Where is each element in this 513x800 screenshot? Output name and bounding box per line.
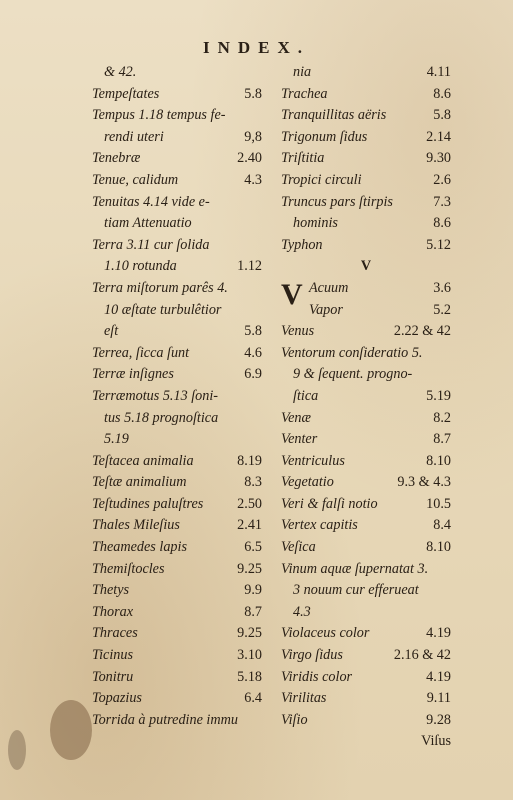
entry-term: 10 æſtate turbulêtior	[104, 301, 222, 318]
entry-reference: Viſus	[421, 733, 451, 750]
drop-initial: V	[281, 277, 303, 311]
entry-reference: 8.3	[244, 474, 262, 491]
entry-term: tus 5.18 prognoſtica	[104, 409, 219, 426]
entry-reference: 2.40	[237, 150, 262, 167]
entry-term: Venus	[281, 323, 315, 340]
index-entry	[281, 602, 451, 624]
entry-term: 1.10 rotunda	[104, 258, 177, 275]
entry-term: Vertex capitis	[281, 517, 358, 534]
index-entry	[92, 192, 262, 214]
index-entry	[281, 62, 451, 84]
entry-term: Venter	[281, 431, 318, 448]
entry-term: tiam Attenuatio	[104, 215, 192, 232]
entry-term: Teſtæ animalium	[92, 474, 187, 491]
entry-term: & 42.	[104, 64, 137, 80]
entry-term: Terrea, ſicca ſunt	[92, 344, 190, 361]
entry-reference: 2.22 & 42	[393, 323, 451, 340]
entry-term: Tenue, calidum	[92, 171, 179, 188]
entry-term: Veſica	[281, 539, 316, 556]
entry-term: Violaceus color	[281, 625, 370, 642]
entry-term: Ventriculus	[281, 452, 345, 469]
index-entry	[281, 731, 451, 753]
entry-reference: 6.5	[244, 539, 262, 556]
index-entry	[281, 451, 451, 473]
index-entry	[92, 105, 262, 127]
entry-reference: 10.5	[426, 495, 451, 512]
index-entry	[92, 537, 262, 559]
index-entry	[92, 667, 262, 689]
index-entry	[281, 688, 451, 710]
entry-reference: 2.16 & 42	[393, 647, 451, 664]
entry-term: nia	[293, 64, 312, 80]
entry-term: Theamedes lapis	[92, 539, 187, 556]
index-column-left	[92, 62, 262, 731]
paper-stain-edge	[8, 730, 26, 770]
index-entry	[281, 408, 451, 430]
entry-reference: 5.8	[244, 85, 262, 102]
index-entry	[92, 623, 262, 645]
paper-stain	[50, 700, 92, 760]
index-entry	[92, 278, 262, 300]
entry-reference: 7.3	[433, 193, 451, 210]
entry-term: Torrida à putredine immu	[92, 711, 238, 728]
entry-reference: 9.11	[426, 690, 451, 707]
index-entry	[281, 667, 451, 689]
entry-term: Tonitru	[92, 668, 134, 685]
entry-term: Ventorum conſideratio 5.	[281, 344, 423, 361]
index-entry	[281, 170, 451, 192]
index-entry	[92, 408, 262, 430]
entry-term: Vinum aquæ ſupernatat 3.	[281, 560, 429, 577]
entry-term: Teſtudines paluſtres	[92, 495, 204, 512]
entry-term: 4.3	[293, 603, 311, 620]
index-entry	[92, 472, 262, 494]
entry-term: Tranquillitas aëris	[281, 107, 387, 124]
entry-term: Trigonum ſidus	[281, 128, 368, 145]
index-entry	[92, 602, 262, 624]
section-letter: V	[360, 258, 372, 275]
index-entry	[281, 127, 451, 149]
index-entry	[281, 235, 451, 257]
index-entry	[92, 170, 262, 192]
index-entry	[92, 256, 262, 278]
entry-term: Thraces	[92, 625, 138, 642]
entry-reference: 8.7	[244, 603, 262, 620]
entry-reference: 4.3	[244, 171, 262, 188]
entry-reference: 9.3 & 4.3	[397, 474, 451, 491]
index-entry	[281, 148, 451, 170]
entry-term: rendi uteri	[104, 128, 164, 145]
index-entry	[281, 623, 451, 645]
entry-term: Ticinus	[92, 647, 133, 664]
entry-term: Truncus pars ſtirpis	[281, 193, 393, 210]
entry-term: Vapor	[309, 301, 343, 318]
index-entry	[92, 645, 262, 667]
entry-reference: 3.10	[237, 647, 262, 664]
entry-reference: 5.8	[244, 323, 262, 340]
entry-term: Terræmotus 5.13 ſoni-	[92, 387, 219, 404]
entry-reference: 6.9	[244, 366, 262, 383]
page-header: INDEX.	[202, 38, 311, 57]
entry-reference: 9.9	[244, 582, 262, 599]
index-entry	[92, 494, 262, 516]
entry-term: eſt	[104, 323, 119, 340]
index-entry	[281, 84, 451, 106]
entry-term: 9 & ſequent. progno-	[293, 366, 413, 383]
index-entry	[281, 192, 451, 214]
entry-reference: 8.19	[237, 452, 262, 469]
entry-reference: 5.19	[426, 387, 451, 404]
index-entry	[92, 386, 262, 408]
entry-reference: 5.8	[433, 107, 451, 124]
entry-term: Thorax	[92, 603, 133, 620]
entry-reference: 4.19	[426, 625, 451, 642]
entry-term: Acuum	[309, 279, 349, 296]
entry-reference: 9.28	[426, 711, 451, 728]
entry-term: Triſtitia	[281, 150, 325, 167]
entry-reference: 9.25	[237, 560, 262, 577]
entry-term: Tempeſtates	[92, 85, 160, 102]
index-entry	[281, 213, 451, 235]
index-entry	[92, 148, 262, 170]
entry-reference: 2.14	[426, 128, 451, 145]
index-entry	[281, 343, 451, 365]
index-entry	[92, 213, 262, 235]
entry-reference: 4.6	[244, 344, 262, 361]
entry-term: Vegetatio	[281, 474, 334, 491]
index-entry	[92, 343, 262, 365]
index-entry	[92, 321, 262, 343]
entry-term: Venæ	[281, 409, 311, 426]
entry-reference: 8.10	[426, 452, 451, 469]
entry-reference: 4.11	[426, 64, 451, 80]
index-column-right	[281, 62, 451, 753]
entry-reference: 8.6	[433, 215, 451, 232]
index-entry	[281, 515, 451, 537]
entry-term: Veri & falſi notio	[281, 495, 378, 512]
index-entry	[92, 688, 262, 710]
entry-term: Trachea	[281, 85, 328, 102]
index-entry	[281, 580, 451, 602]
entry-term: Thales Mileſius	[92, 517, 180, 534]
index-entry	[92, 710, 262, 732]
entry-reference: 8.2	[433, 409, 451, 426]
entry-reference: 2.50	[237, 495, 262, 512]
index-entry	[92, 84, 262, 106]
entry-reference: 5.2	[433, 301, 451, 318]
index-entry	[92, 451, 262, 473]
entry-reference: 9,8	[244, 128, 262, 145]
entry-term: Typhon	[281, 236, 323, 253]
index-entry	[281, 559, 451, 581]
index-entry	[281, 710, 451, 732]
index-entry	[92, 580, 262, 602]
entry-term: Themiſtocles	[92, 560, 165, 577]
index-entry	[281, 364, 451, 386]
entry-term: Viſio	[281, 711, 308, 728]
entry-reference: 9.25	[237, 625, 262, 642]
index-entry	[92, 429, 262, 451]
entry-reference: 8.4	[433, 517, 451, 534]
entry-reference: 5.12	[426, 236, 451, 253]
entry-reference: 8.6	[433, 85, 451, 102]
entry-term: Teſtacea animalia	[92, 452, 194, 469]
entry-term: Terra miſtorum parês 4.	[92, 279, 228, 296]
entry-reference: 2.41	[237, 517, 262, 534]
entry-reference: 6.4	[244, 690, 262, 707]
entry-term: Terra 3.11 cur ſolida	[92, 236, 210, 253]
entry-term: Tropici circuli	[281, 171, 362, 188]
index-entry	[281, 472, 451, 494]
entry-term: Virilitas	[281, 690, 327, 707]
index-entry	[281, 494, 451, 516]
index-entry	[92, 300, 262, 322]
entry-term: Tempus 1.18 tempus fe-	[92, 107, 226, 124]
entry-term: Tenuitas 4.14 vide e-	[92, 193, 210, 210]
index-entry	[92, 62, 262, 84]
entry-reference: 3.6	[433, 279, 451, 296]
entry-term: Tenebræ	[92, 150, 141, 167]
entry-reference: 1.12	[237, 258, 262, 275]
index-entry	[92, 364, 262, 386]
entry-reference: 8.10	[426, 539, 451, 556]
entry-reference: 2.6	[433, 171, 451, 188]
index-entry	[92, 235, 262, 257]
entry-term: 5.19	[104, 431, 129, 448]
index-entry	[281, 645, 451, 667]
index-entry	[281, 537, 451, 559]
entry-term: ſtica	[293, 387, 319, 404]
entry-term: 3 nouum cur efferueat	[293, 582, 419, 599]
entry-reference: 5.18	[237, 668, 262, 685]
index-entry	[281, 321, 451, 343]
entry-term: Terræ inſignes	[92, 366, 174, 383]
index-entry	[281, 300, 451, 322]
entry-term: Thetys	[92, 582, 130, 599]
entry-term: hominis	[293, 215, 338, 232]
entry-reference: 9.30	[426, 150, 451, 167]
index-entry	[281, 429, 451, 451]
index-entry	[281, 105, 451, 127]
entry-reference: 4.19	[426, 668, 451, 685]
entry-term: Viridis color	[281, 668, 353, 685]
index-entry	[92, 559, 262, 581]
index-entry	[281, 386, 451, 408]
entry-term: Virgo ſidus	[281, 647, 343, 664]
entry-reference: 8.7	[433, 431, 451, 448]
index-entry	[92, 127, 262, 149]
entry-term: Topazius	[92, 690, 142, 707]
index-entry	[92, 515, 262, 537]
